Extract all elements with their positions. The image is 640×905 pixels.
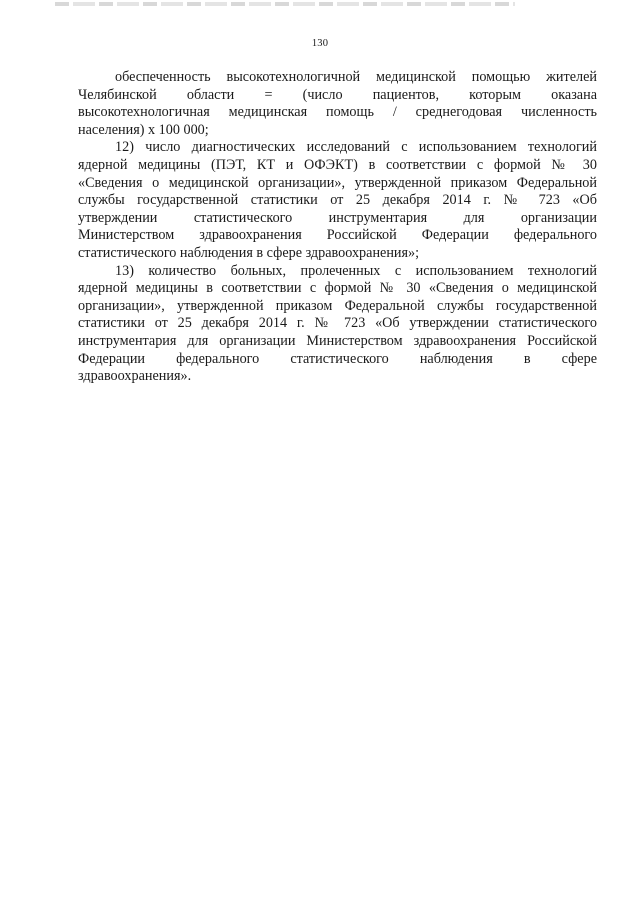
text-line: населения) х 100 000; <box>78 121 209 138</box>
text-line: организации», утвержденной приказом Федеральной службы государственной <box>78 297 597 314</box>
text-line: утверждении статистического инструментария для организации <box>78 209 597 226</box>
paragraph-item-13 <box>78 263 597 386</box>
text-line: статистики от 25 декабря 2014 г. № 723 «Об утверждении статистического <box>78 315 597 332</box>
text-line: Челябинской области = (число пациентов, которым оказана <box>78 86 597 103</box>
page-number: 130 <box>311 38 329 49</box>
text-line: службы государственной статистики от 25 декабря 2014 г. № 723 «Об <box>78 192 597 209</box>
text-line: инструментария для организации Министерством здравоохранения Российской <box>78 332 597 349</box>
text-line: обеспеченность высокотехнологичной медицинской помощью жителей <box>115 69 597 85</box>
text-line: Федерации федерального статистического наблюдения в сфере <box>78 350 597 367</box>
paragraph-hightech-care <box>78 69 597 139</box>
text-line: статистического наблюдения в сфере здравоохранения»; <box>78 244 420 261</box>
document-body <box>78 69 597 386</box>
text-line: ядерной медицины в соответствии с формой № 30 «Сведения о медицинской <box>78 280 597 297</box>
scan-header-artifact <box>55 2 515 6</box>
text-line: высокотехнологичная медицинская помощь / среднегодовая численность <box>78 104 597 121</box>
text-line: «Сведения о медицинской организации», утвержденной приказом Федеральной <box>78 174 597 191</box>
text-line: ядерной медицины (ПЭТ, КТ и ОФЭКТ) в соответствии с формой № 30 <box>78 156 597 173</box>
text-line: здравоохранения». <box>78 368 192 385</box>
text-line: 13) количество больных, пролеченных с использованием технологий <box>115 262 597 279</box>
text-line: Министерством здравоохранения Российской Федерации федерального <box>78 227 597 244</box>
paragraph-item-12 <box>78 139 597 262</box>
text-line: 12) число диагностических исследований с использованием технологий <box>115 139 597 156</box>
